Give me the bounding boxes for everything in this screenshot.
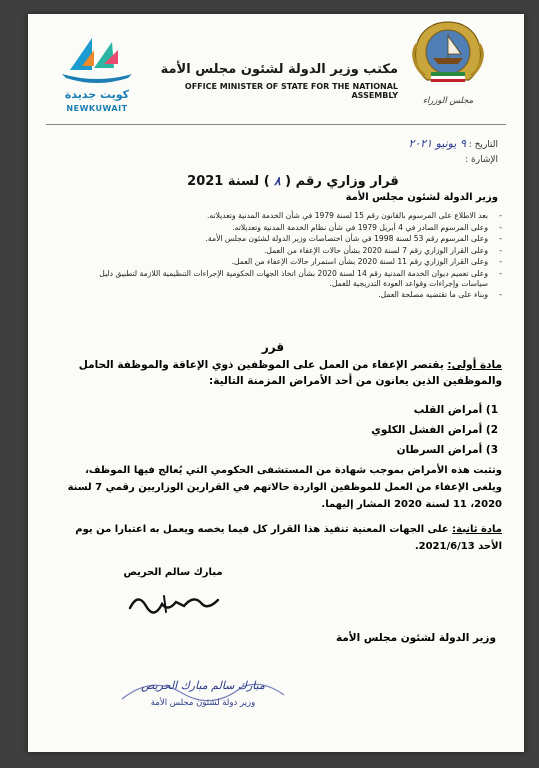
article-one-text: يقتصر الإعفاء من العمل على الموظفين ذوي الإعاقة والموظفة الحامل والموظفين الذين يعانون من أحد الأمراض المزمنة التالية: — [78, 359, 502, 387]
date-row — [328, 137, 498, 150]
article-one-continuation: وتثبت هذه الأمراض بموجب شهادة من المستشفى الحكومي التي يُعالج فيها الموظف، ويلغى الإعفاء من العمل للموظفين الواردة حالاتهم في القرارين الوزاريين رقمي 7 لسنة 2020، 11 لسنة 2020 المشار إليهما. — [67, 465, 502, 510]
preamble-item: - وبناء على ما تقتضيه مصلحة العمل. — [88, 290, 502, 300]
decree-suffix: ) لسنة 2021 — [187, 174, 270, 189]
disease-item: 1) أمراض القلب — [413, 404, 498, 416]
preamble-item: - وعلى المرسوم الصادر في 4 أبريل 1979 في شأن نظام الخدمة المدنية وتعديلاته. — [88, 223, 502, 233]
sail-logo-icon — [52, 30, 142, 90]
decree-title — [178, 174, 408, 189]
office-title-arabic: مكتب وزير الدولة لشئون مجلس الأمة — [160, 62, 398, 77]
reference-label: الإشارة : — [465, 155, 498, 165]
article-two-label: مادة ثانية: — [452, 524, 502, 535]
calligraphy-icon — [112, 669, 292, 719]
date-value: ٩ يونيو ٢٠٢١ — [408, 137, 466, 150]
calligraphy-stamp — [112, 669, 292, 719]
resolved-heading: قرر — [261, 340, 285, 354]
decree-document — [28, 14, 524, 752]
signatory-name: مبارك سالم الحريص — [123, 567, 223, 578]
decree-prefix: قرار وزاري رقم ( — [285, 174, 399, 189]
stamp-name: مبارك سالم مبارك الحريص — [141, 679, 265, 692]
article-one — [66, 357, 502, 389]
handwritten-signature — [124, 582, 224, 622]
date-label: التاريخ : — [468, 140, 498, 150]
reference-row — [328, 155, 498, 165]
stamp-title: وزير دولة لشئون مجلس الأمة — [150, 698, 256, 708]
preamble-item: - وعلى القرار الوزاري رقم 11 لسنة 2020 بشأن استمرار حالات الإعفاء من العمل. — [88, 257, 502, 267]
preamble-item: - وعلى القرار الوزاري رقم 7 لسنة 2020 بشأن حالات الإعفاء من العمل. — [88, 246, 502, 256]
article-two-text: على الجهات المعنية تنفيذ هذا القرار كل فيما يخصه ويعمل به اعتبارا من يوم الأحد 2021/6/13. — [75, 524, 502, 552]
article-one-label: مادة أولى: — [447, 359, 502, 371]
signature-icon — [124, 582, 224, 622]
newkuwait-logo — [52, 30, 142, 120]
signatory-title: وزير الدولة لشئون مجلس الأمة — [335, 632, 496, 644]
office-title-english: OFFICE MINISTER OF STATE FOR THE NATIONAL ASSEMBLY — [184, 82, 398, 100]
logo-english: NEWKUWAIT — [66, 104, 128, 113]
article-two — [66, 521, 502, 555]
emblem-caption: مجلس الوزراء — [422, 96, 474, 106]
preamble-item: - بعد الاطلاع على المرسوم بالقانون رقم 15 لسنة 1979 في شأن الخدمة المدنية وتعديلاته. — [88, 211, 502, 221]
state-emblem — [403, 18, 493, 114]
logo-arabic: كويت جديدة — [64, 88, 130, 101]
header-divider — [46, 124, 506, 125]
preamble-item: - وعلى تعميم ديوان الخدمة المدنية رقم 14 لسنة 2020 بشأن اتخاذ الجهات الحكومية الإجراءات التنظيمية اللازمة لتطبيق دليل سياسات وإجراءات وقواعد العودة التدريجية للعمل. — [88, 269, 502, 289]
preamble-item: - وعلى المرسوم رقم 53 لسنة 1998 في شأن اختصاصات وزير الدولة لشئون مجلس الأمة. — [88, 234, 502, 244]
decree-number: ٨ — [274, 174, 281, 188]
disease-item: 2) أمراض الفشل الكلوي — [371, 424, 498, 436]
issuer-line: وزير الدولة لشئون مجلس الأمة — [345, 192, 498, 203]
disease-item: 3) أمراض السرطان — [396, 444, 498, 456]
preamble-list — [88, 211, 502, 302]
disease-list — [328, 404, 498, 464]
